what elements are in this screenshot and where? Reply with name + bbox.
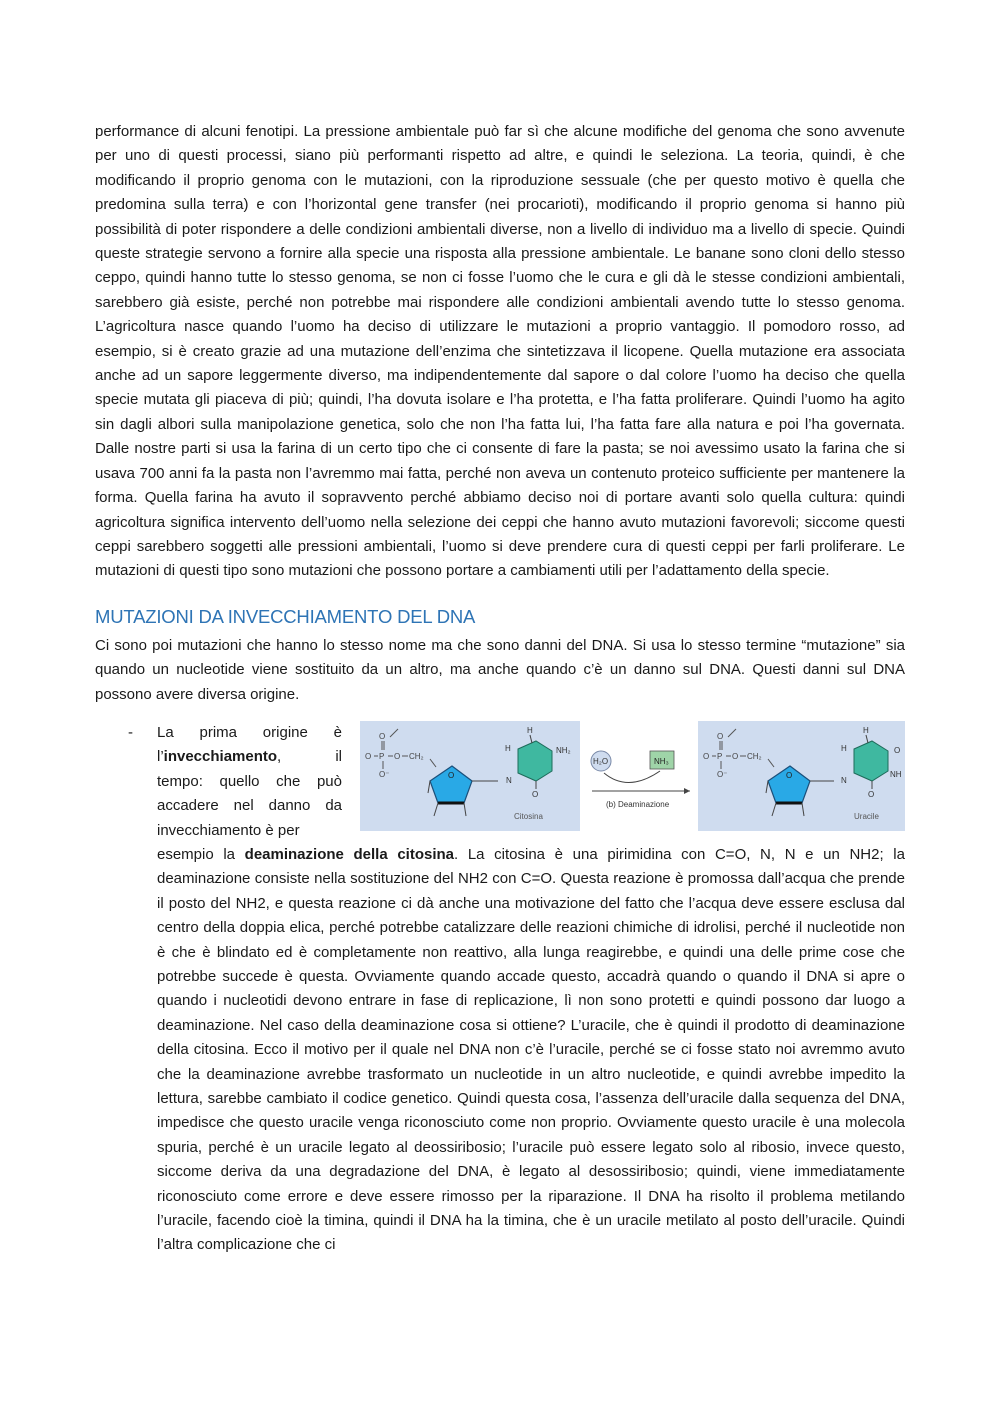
svg-text:H: H: [841, 743, 847, 753]
svg-text:H: H: [863, 725, 869, 735]
svg-text:O⁻: O⁻: [379, 769, 390, 779]
cytosine-label: Citosina: [514, 811, 543, 821]
svg-text:O: O: [786, 770, 793, 780]
svg-text:O: O: [703, 751, 710, 761]
cont-text-b: . La citosina è una pirimidina con C=O, N, N e un NH2; la deaminazione consiste nella sostituzione del NH2 con C=O. Questa reazione è promossa dall’acqua che prende il posto del NH2, e questa reazione ci dà anche una motivazione del fatto che l’acqua deve essere esclusa dal centro della doppia elica, perché potrebbe catalizzare delle reazioni chimiche di idrolisi, perché il nucleotide non è che è blindato ed è completamente non reattivo, alla lunga reagirebbe, e quindi una delle prime cose che potrebbe succede è questa. Ovviamente quando accade questo, accadrà quando o quando il DNA si apre o quando i nucleotidi devono entrare in fase di replicazione, lì non sono protetti e quindi possono dar luogo a deaminazione. Nel caso della deaminazione cosa si ottiene? L’uracile, che è quindi il prodotto di deaminazione della citosina. Ecco il motivo per il quale nel DNA non c’è l’uracile, perché se ci fosse stato noi avremmo avuto che la deaminazione avrebbe trasformato un nucleotide in un altro nucleotide, e quindi avrebbe impedito la lettura, sarebbe cambiato il codice genetico. Quindi questa cosa, l’assenza dell’uracile dalla sequenza del DNA, impedisce che questo uracile venga riconosciuto come non proprio. Ovviamente questo uracile è una molecola spuria, perché è un uracile legato al deossiribosio; l’uracile può essere legato solo al ribosio, invece questo, siccome deriva da una degradazione del DNA, è legato al desossiribosio; quindi, viene immediatamente riconosciuto come errore e deve essere rimosso per la riparazione. Il DNA ha risolto il problema metilando l’uracile, facendo cioè la timina, quindi il DNA ha la timina, che è un uracile metilato al posto dell’uracile. Quindi l’altra complicazione che ci: [157, 845, 905, 1254]
section-heading: MUTAZIONI DA INVECCHIAMENTO DEL DNA: [95, 605, 476, 627]
svg-text:O: O: [732, 751, 739, 761]
svg-text:O: O: [365, 751, 372, 761]
svg-text:O: O: [448, 770, 455, 780]
intro-text-b: , il tempo: quello che può accadere nel danno da invecchiamento è per: [157, 748, 342, 839]
svg-text:O: O: [394, 751, 401, 761]
bullet-intro-text: [157, 721, 342, 843]
svg-text:N: N: [506, 775, 512, 785]
svg-text:O: O: [894, 745, 901, 755]
uracil-label: Uracile: [854, 811, 879, 821]
reaction-curve: [604, 771, 660, 783]
svg-text:P: P: [717, 751, 723, 761]
intro-bold-term: invecchiamento: [163, 748, 278, 766]
nh-label: NH: [890, 769, 902, 779]
reaction-label: (b) Deaminazione: [606, 799, 670, 809]
svg-text:P: P: [379, 751, 385, 761]
svg-text:O: O: [717, 731, 724, 741]
deamination-diagram: [360, 721, 905, 831]
nh2-label: NH₂: [556, 745, 571, 755]
svg-text:O: O: [379, 731, 386, 741]
bullet-head: [157, 721, 905, 843]
bullet-continuation: [157, 843, 905, 1258]
ch2-label-right: CH₂: [747, 751, 762, 761]
ch2-label-left: CH₂: [409, 751, 424, 761]
cont-bold-term: deaminazione della citosina: [244, 845, 455, 863]
water-label: H₂O: [593, 756, 609, 766]
svg-text:N: N: [841, 775, 847, 785]
list-dash: -: [128, 723, 133, 741]
left-panel: [360, 721, 580, 831]
deamination-figure: [360, 721, 905, 831]
cont-text-a: esempio la: [157, 845, 245, 863]
document-page: [95, 120, 905, 1258]
paragraph-intro: performance di alcuni fenotipi. La pressione ambientale può far sì che alcune modifiche del genoma che sono avvenute per uno di questi processi, siano più performanti rispetto ad altre, e quindi le seleziona. La teoria, quindi, è che modificando il proprio genoma con le mutazioni, con la riproduzione sessuale (che per questo motivo è quella che predomina sulla terra) e con l’horizontal gene transfer (nei procarioti), modificando il proprio genoma si hanno più possibilità di poter rispondere a delle condizioni ambientali diverse, non a livello di individuo ma a livello di specie. Quindi queste strategie servono a fornire alla specie una risposta alla pressione ambientale. Le banane sono cloni dello stesso ceppo, quindi hanno tutte lo stesso genoma, se non ci fosse l’uomo che le cura e gli dà le stesse condizioni ambientali, sarebbero già esiste, perché non potrebbe mai rispondere alle condizioni ambientali avendo tutte lo stesso genoma. L’agricoltura nasce quando l’uomo ha deciso di utilizzare le mutazioni a proprio vantaggio. Il pomodoro rosso, ad esempio, si è creato grazie ad una mutazione dell’enzima che sintetizzava il licopene. Quella mutazione era associata anche ad un sapore leggermente diverso, ma indipendentemente dal sapore o dal colore l’uomo ha deciso che quella specie mutata gli piaceva di più; quindi, l’ha dovuta isolare e l’ha protetta, e l’ha fatta proliferare. Quindi l’uomo ha agito sin dagli albori sulla manipolazione genetica, solo che non l’ha fatta lui, l’ha fatta fare alla natura e poi l’ha governata. Dalle nostre parti si usa la farina di un certo tipo che ci consente di fare la pasta; se noi avessimo usato la farina che si usava 700 anni fa la pasta non l’avremmo mai fatta, perché non aveva un contenuto proteico sufficiente per mantenere la forma. Quella farina ha avuto il sopravvento perché abbiamo deciso noi di portare avanti solo quella cultura: quindi agricoltura significa intervento dell’uomo nella selezione dei ceppi che hanno avuto mutazioni favorevoli; siccome questi ceppi sarebbero soggetti alle pressioni ambientali, l’uomo si deve prendere cura di questi ceppi per farli proliferare. Le mutazioni di questi tipo sono mutazioni che possono portare a cambiamenti utili per l’adattamento della specie.: [95, 123, 905, 580]
svg-text:H: H: [505, 743, 511, 753]
paragraph-section-intro: Ci sono poi mutazioni che hanno lo stesso nome ma che sono danni del DNA. Si usa lo stesso termine “mutazione” sia quando un nucleotide viene sostituito da un altro, ma anche quando c’è un danno sul DNA. Questi danni sul DNA possono avere diversa origine.: [95, 636, 905, 703]
svg-text:H: H: [527, 725, 533, 735]
svg-text:O: O: [532, 789, 539, 799]
svg-text:O⁻: O⁻: [717, 769, 728, 779]
svg-text:O: O: [868, 789, 875, 799]
list-item-aging: [95, 721, 905, 1258]
ammonia-label: NH₃: [654, 756, 669, 766]
intro-text-a: La prima origine è l’: [157, 723, 342, 766]
